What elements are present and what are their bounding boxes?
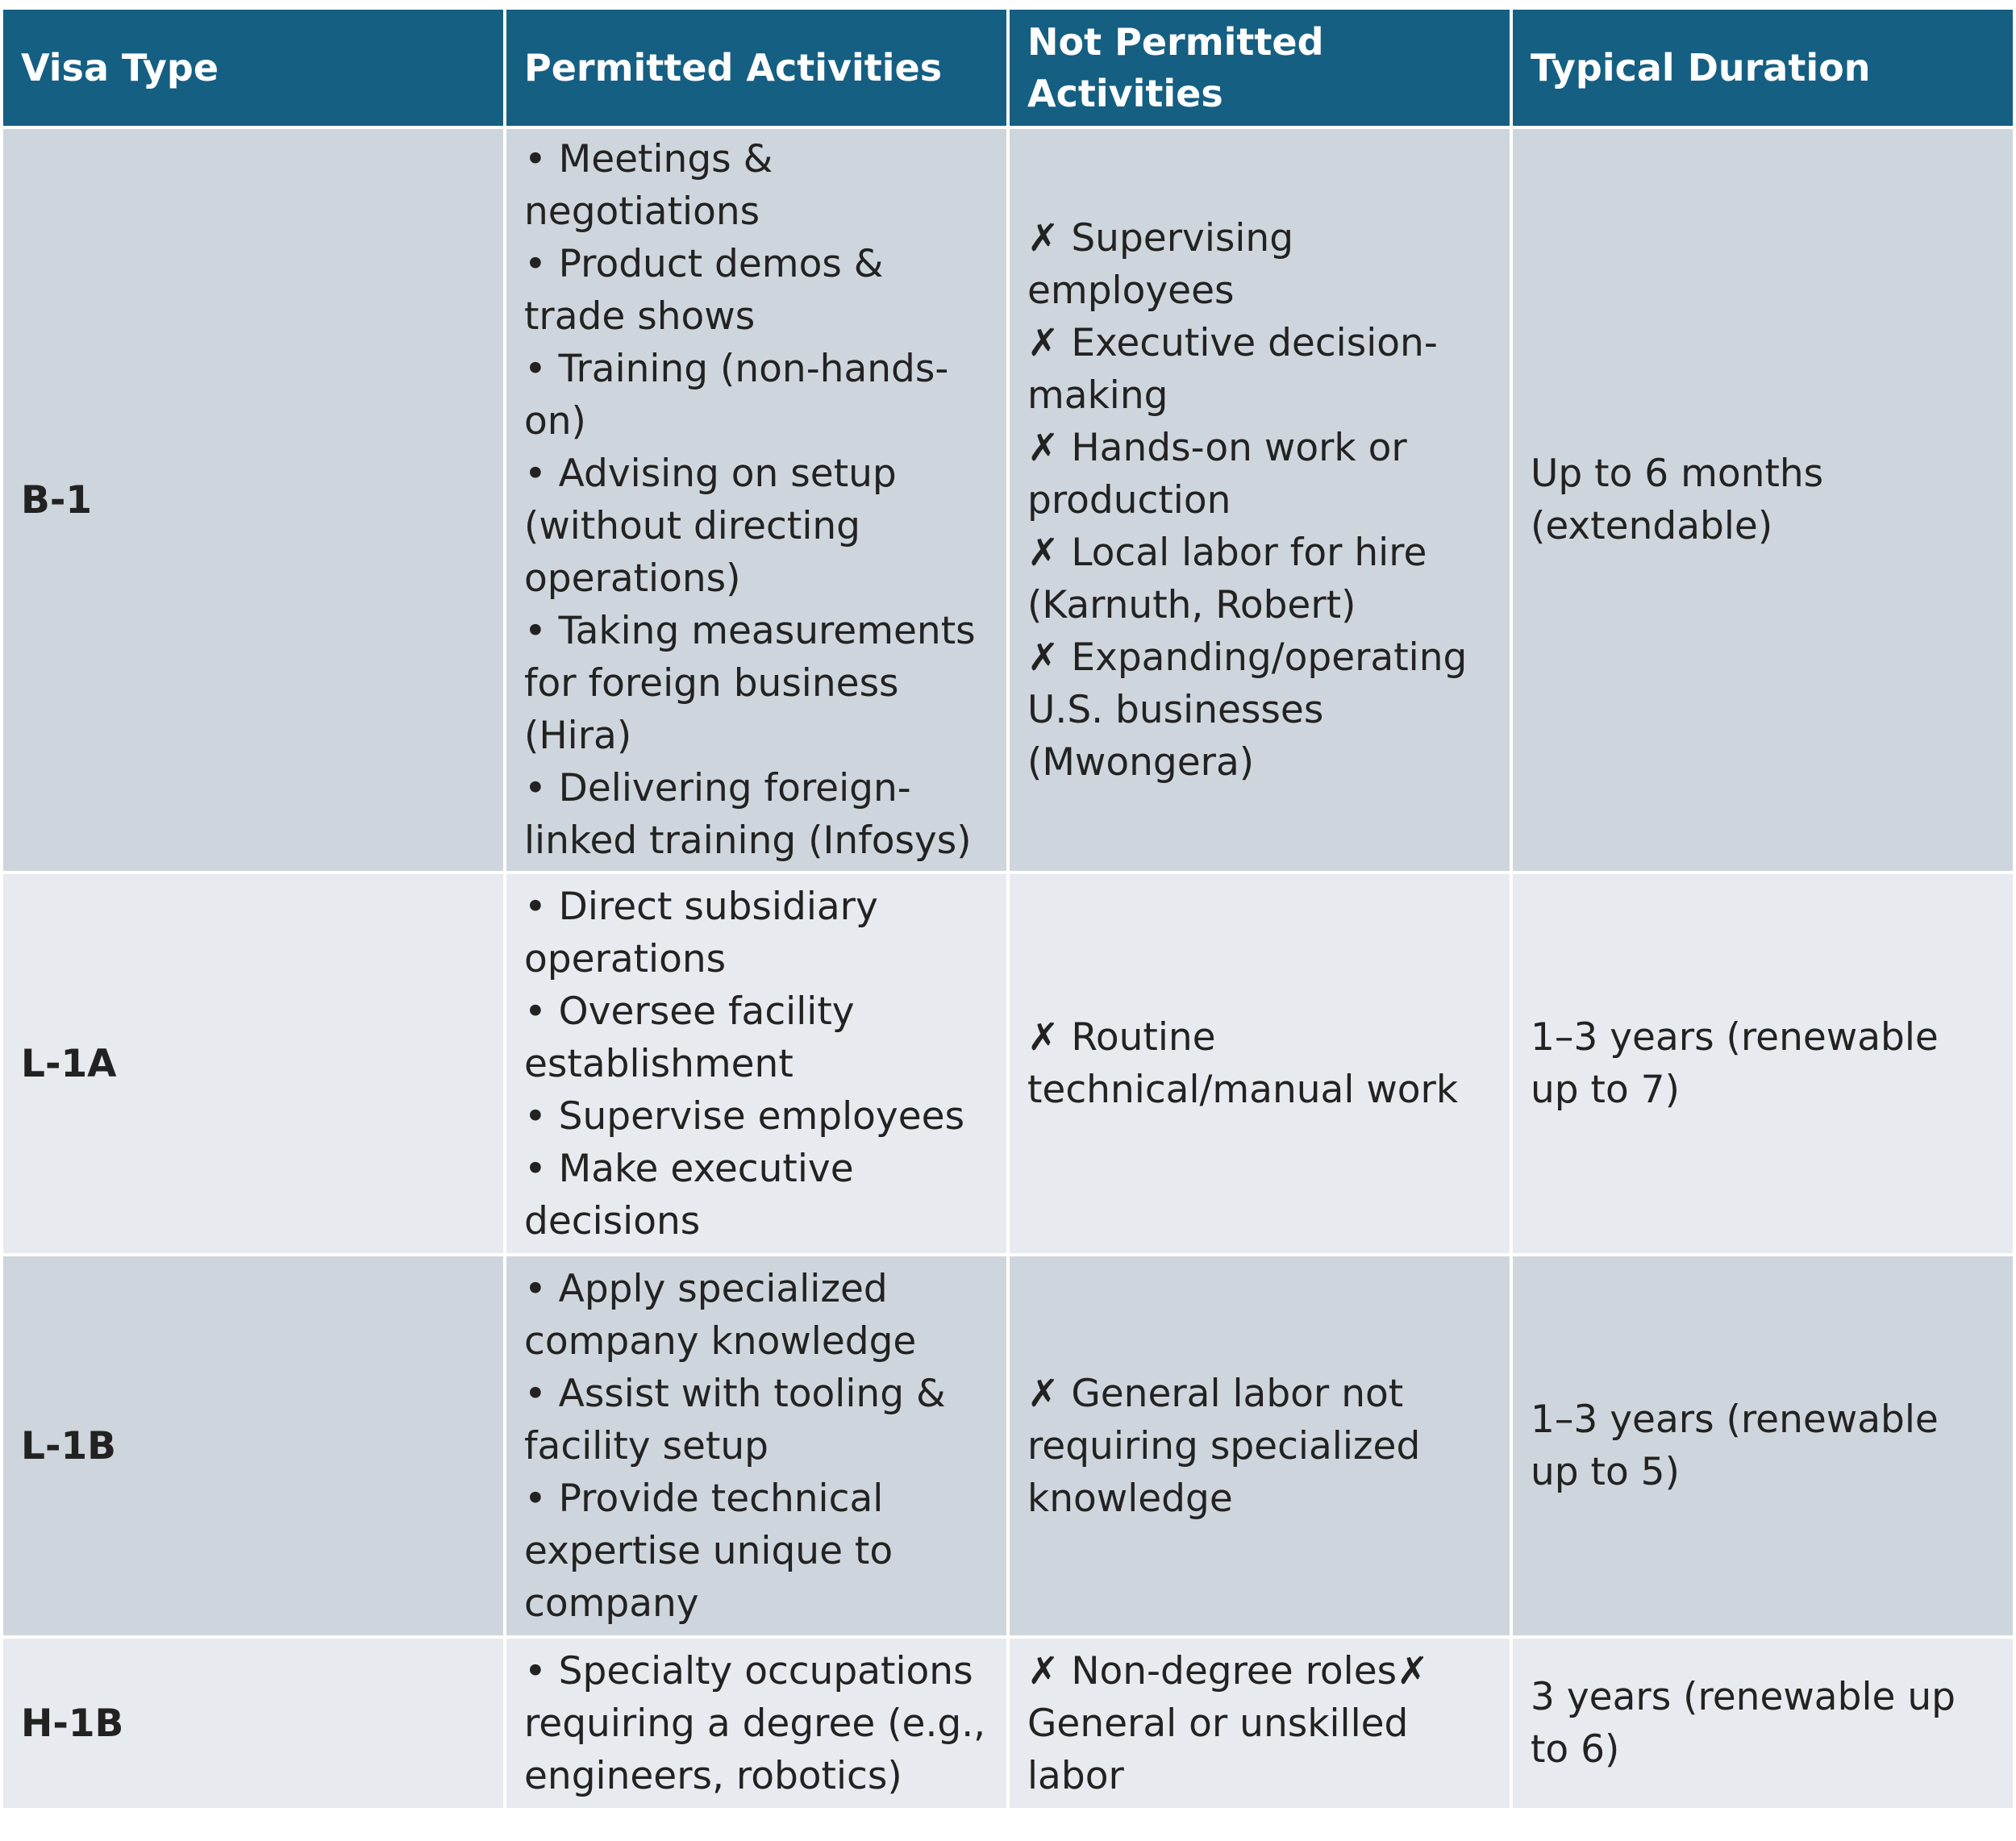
- table-row: [2, 1255, 2014, 1637]
- not-permitted-activities-cell: [1008, 127, 1511, 873]
- visa-type-cell: H-1B: [2, 1637, 505, 1810]
- visa-comparison-table: [0, 6, 2016, 1811]
- visa-type-cell: L-1B: [2, 1255, 505, 1637]
- header-not-permitted-activities: Not Permitted Activities: [1008, 8, 1511, 127]
- not-permitted-item: ✗ Executive decision-making: [1027, 320, 1438, 418]
- table-row: [2, 1637, 2014, 1810]
- permitted-item: • Provide technical expertise unique to company: [524, 1476, 893, 1626]
- permitted-item: • Assist with tooling & facility setup: [524, 1371, 946, 1468]
- typical-duration-cell: 1–3 years (renewable up to 5): [1511, 1255, 2014, 1637]
- permitted-activities-cell: [505, 1637, 1008, 1810]
- permitted-item: • Delivering foreign-linked training (Infosys): [524, 766, 972, 863]
- not-permitted-activities-cell: [1008, 1255, 1511, 1637]
- permitted-item: • Training (non-hands-on): [524, 347, 949, 444]
- header-visa-type: Visa Type: [2, 8, 505, 127]
- table-row: [2, 127, 2014, 873]
- typical-duration-cell: 3 years (renewable up to 6): [1511, 1637, 2014, 1810]
- not-permitted-item: ✗ Hands-on work or production: [1027, 425, 1407, 523]
- typical-duration-cell: 1–3 years (renewable up to 7): [1511, 873, 2014, 1255]
- not-permitted-item: ✗ Local labor for hire (Karnuth, Robert): [1027, 530, 1427, 627]
- not-permitted-activities-cell: [1008, 873, 1511, 1255]
- permitted-item: • Taking measurements for foreign business (Hira): [524, 609, 976, 758]
- not-permitted-item: ✗ Supervising employees: [1027, 215, 1294, 313]
- permitted-item: • Apply specialized company knowledge: [524, 1266, 917, 1364]
- visa-comparison-table-wrapper: [0, 6, 2013, 1811]
- permitted-item: • Meetings & negotiations: [524, 137, 773, 234]
- permitted-activities-cell: [505, 1255, 1008, 1637]
- not-permitted-item: ✗ Routine technical/manual work: [1027, 1015, 1459, 1112]
- permitted-item: • Direct subsidiary operations: [524, 884, 878, 981]
- header-typical-duration: Typical Duration: [1511, 8, 2014, 127]
- permitted-item: • Supervise employees: [524, 1093, 965, 1139]
- visa-type-cell: B-1: [2, 127, 505, 873]
- permitted-item: • Product demos & trade shows: [524, 242, 884, 339]
- not-permitted-item: ✗ Non-degree roles✗ General or unskilled labor: [1027, 1648, 1429, 1798]
- not-permitted-activities-cell: [1008, 1637, 1511, 1810]
- header-row: [2, 8, 2014, 127]
- permitted-item: • Oversee facility establishment: [524, 989, 855, 1086]
- header-permitted-activities: Permitted Activities: [505, 8, 1008, 127]
- permitted-activities-cell: [505, 873, 1008, 1255]
- permitted-item: • Advising on setup (without directing operations): [524, 452, 897, 601]
- permitted-item: • Make executive decisions: [524, 1146, 854, 1243]
- not-permitted-item: ✗ General labor not requiring specialized knowledge: [1027, 1371, 1421, 1521]
- permitted-item: • Specialty occupations requiring a degree (e.g., engineers, robotics): [524, 1648, 986, 1798]
- typical-duration-cell: Up to 6 months (extendable): [1511, 127, 2014, 873]
- visa-type-cell: L-1A: [2, 873, 505, 1255]
- not-permitted-item: ✗ Expanding/operating U.S. businesses (Mwongera): [1027, 635, 1468, 785]
- table-row: [2, 873, 2014, 1255]
- permitted-activities-cell: [505, 127, 1008, 873]
